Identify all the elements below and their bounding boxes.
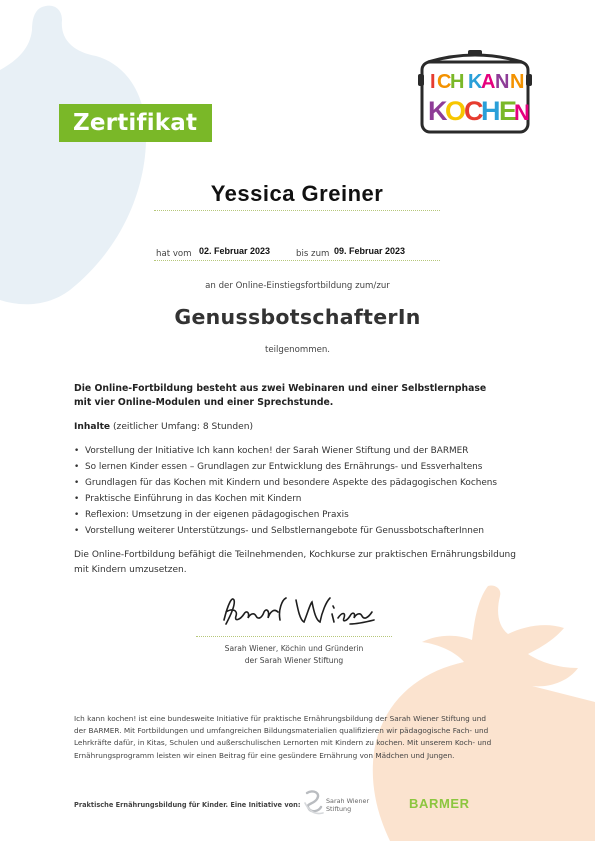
svg-text:H: H (481, 96, 501, 126)
to-date: 09. Februar 2023 (334, 246, 406, 256)
list-item: • Grundlagen für das Kochen mit Kindern und besondere Aspekte des pädagogischen Kochens (74, 475, 497, 491)
svg-text:N: N (514, 100, 530, 125)
ich-kann-kochen-logo (418, 48, 532, 134)
from-date: 02. Februar 2023 (199, 246, 271, 256)
course-intro (74, 382, 486, 410)
contents-scope: (zeitlicher Umfang: 8 Stunden) (110, 422, 254, 432)
footer-line-2: der BARMER. Mit Fortbildungen und umfangreichen Bildungsmaterialien qualifizieren wir pädagogische Fach- und (74, 726, 489, 736)
closing-line-1: Die Online-Fortbildung befähigt die Teilnehmenden, Kochkurse zur praktischen Ernährungsbildung (74, 550, 516, 560)
intro-line-1: Die Online-Fortbildung besteht aus zwei Webinaren und einer Selbstlernphase (74, 383, 487, 394)
sarah-wiener-stiftung-logo-text (326, 797, 369, 813)
course-pre-text: an der Online-Einstiegsfortbildung zum/zur (205, 281, 390, 291)
partner-1-line-2: Stiftung (326, 805, 352, 813)
list-item: • Vorstellung der Initiative Ich kann kochen! der Sarah Wiener Stiftung und der BARMER (74, 443, 497, 459)
svg-text:N: N (495, 71, 510, 93)
signature-divider (196, 636, 392, 637)
svg-text:E: E (499, 96, 518, 126)
closing-paragraph (74, 548, 516, 577)
svg-text:I: I (430, 71, 436, 93)
contents-heading (74, 422, 253, 432)
course-post-text: teilgenommen. (264, 345, 331, 355)
initiative-note: Praktische Ernährungsbildung für Kinder. Eine Initiative von: (74, 801, 301, 809)
svg-text:O: O (445, 96, 467, 126)
list-item: • Vorstellung weiterer Unterstützungs- und Selbstlernangebote für GenussbotschafterInnen (74, 523, 497, 539)
certificate-badge: Zertifikat (59, 104, 212, 142)
signature-caption-line-2: der Sarah Wiener Stiftung (244, 655, 344, 665)
footer-line-1: Ich kann kochen! ist eine bundesweite Initiative für praktische Ernährungsbildung der Sarah Wiener Stiftung und (74, 714, 487, 723)
from-label: hat vom (156, 249, 192, 259)
svg-text:K: K (468, 71, 483, 93)
footer-paragraph (74, 713, 514, 762)
to-label: bis zum (296, 249, 330, 259)
participant-name: Yessica Greiner (210, 181, 384, 206)
signature-caption (196, 643, 392, 666)
svg-text:C: C (437, 71, 452, 93)
tomato-background-shape (368, 582, 595, 841)
list-item: • So lernen Kinder essen – Grundlagen zur Entwicklung des Ernährungs- und Essverhaltens (74, 459, 497, 475)
sarah-wiener-stiftung-logo-icon (303, 789, 325, 817)
footer-line-4: Ernährungsprogramm leisten wir einen Beitrag für eine gesündere Ernährung von Mädchen und Jungen. (74, 750, 455, 760)
closing-line-2: mit Kindern umzusetzen. (74, 564, 187, 575)
contents-label: Inhalte (74, 422, 111, 432)
footer-line-3: Lehrkräfte dafür, in Kitas, Schulen und außerschulischen Lernorten mit Kindern zu kochen. Mit unserem Koch- und (74, 738, 492, 748)
contents-list (74, 443, 497, 539)
signature-caption-line-1: Sarah Wiener, Köchin und Gründerin (224, 644, 364, 653)
name-divider (154, 210, 440, 211)
list-item: • Reflexion: Umsetzung in der eigenen pädagogischen Praxis (74, 507, 497, 523)
handwritten-signature (218, 590, 378, 634)
list-item: • Praktische Einführung in das Kochen mit Kindern (74, 491, 497, 507)
course-title: GenussbotschafterIn (174, 305, 421, 329)
svg-text:K: K (428, 96, 448, 126)
intro-line-2: mit vier Online-Modulen und einer Sprechstunde. (74, 397, 334, 408)
period-divider (154, 260, 440, 261)
svg-text:C: C (464, 96, 484, 126)
pepper-background-shape (0, 0, 150, 310)
barmer-logo: BARMER (409, 796, 470, 811)
svg-text:A: A (481, 71, 496, 93)
svg-text:N: N (510, 71, 525, 93)
partner-1-line-1: Sarah Wiener (326, 797, 370, 805)
svg-text:H: H (450, 71, 465, 93)
